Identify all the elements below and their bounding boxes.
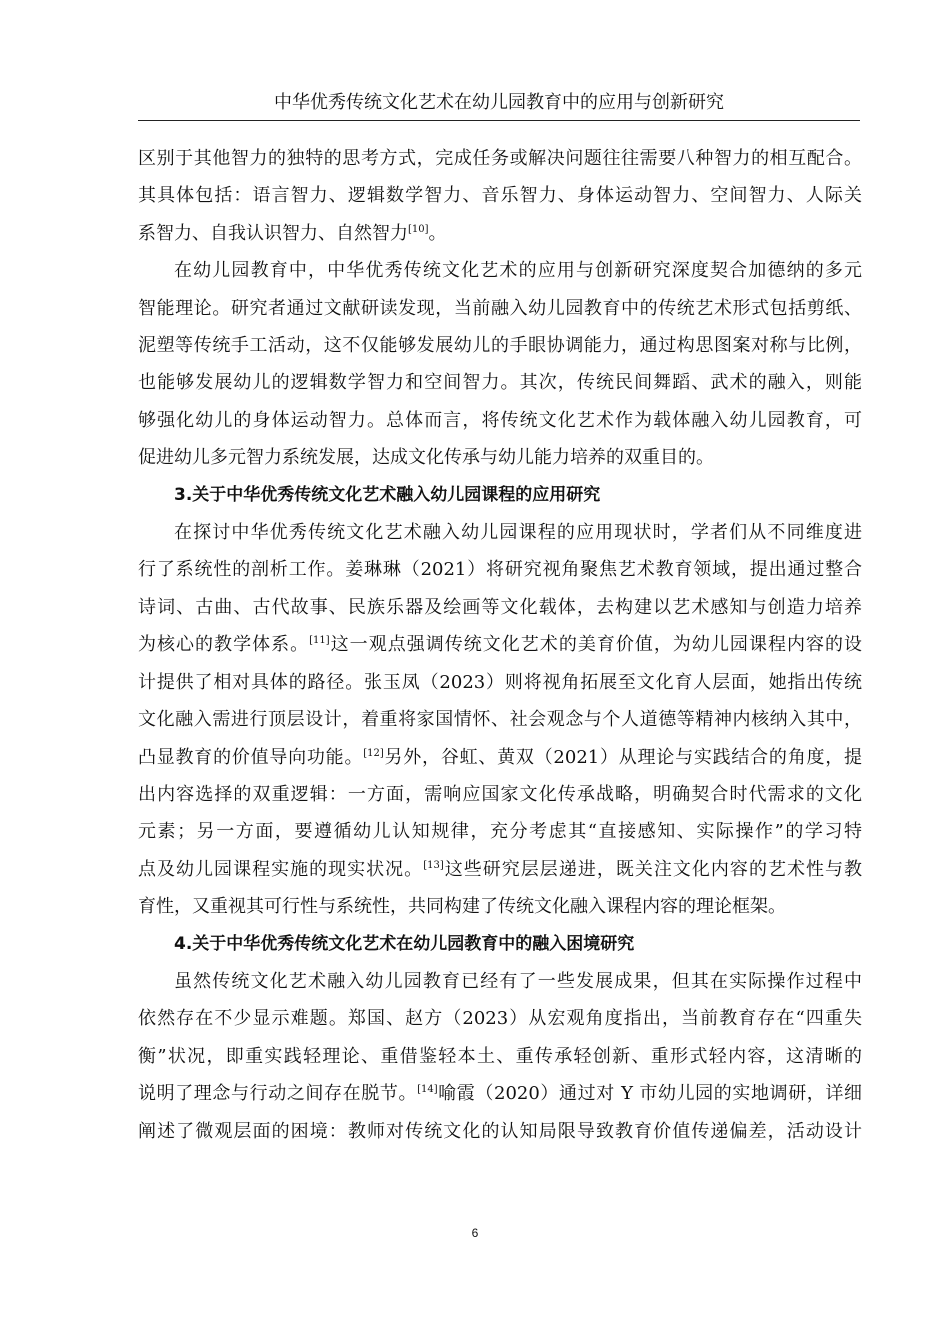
- citation-marker: [10]: [408, 223, 429, 235]
- text-fragment: 点及幼儿园课程实施的现实状况。: [138, 858, 424, 880]
- section-heading: 3.关于中华优秀传统文化艺术融入幼儿园课程的应用研究: [174, 484, 601, 505]
- body-text: [138, 140, 862, 1150]
- text-fragment: 凸显教育的价值导向功能。: [138, 746, 364, 768]
- text-line: 虽然传统文化艺术融入幼儿园教育已经有了一些发展成果，但其在实际操作过程中: [174, 970, 862, 992]
- text-line: [138, 1075, 862, 1112]
- text-line: 在探讨中华优秀传统文化艺术融入幼儿园课程的应用现状时，学者们从不同维度进: [174, 522, 862, 544]
- text-line: 计提供了相对具体的路径。张玉凤（2023）则将视角拓展至文化育人层面，她指出传统: [138, 671, 862, 693]
- text-line: 衡”状况，即重实践轻理论、重借鉴轻本土、重传承轻创新、重形式轻内容，这清晰的: [138, 1045, 862, 1067]
- text-line: 其具体包括：语言智力、逻辑数学智力、音乐智力、身体运动智力、空间智力、人际关: [138, 185, 862, 207]
- text-fragment: 说明了理念与行动之间存在脱节。: [138, 1083, 418, 1105]
- text-fragment: 。: [428, 222, 447, 244]
- citation-marker: [11]: [309, 635, 330, 647]
- text-line: 育性，又重视其可行性与系统性，共同构建了传统文化融入课程内容的理论框架。: [138, 896, 786, 918]
- text-line: 依然存在不少显示难题。郑国、赵方（2023）从宏观角度指出，当前教育存在“四重失: [138, 1008, 862, 1030]
- text-line: 阐述了微观层面的困境：教师对传统文化的认知局限导致教育价值传递偏差，活动设计: [138, 1120, 862, 1142]
- text-line: 智能理论。研究者通过文献研读发现，当前融入幼儿园教育中的传统艺术形式包括剪纸、: [138, 297, 862, 319]
- text-line: 出内容选择的双重逻辑：一方面，需响应国家文化传承战略，明确契合时代需求的文化: [138, 783, 862, 805]
- text-line: 够强化幼儿的身体运动智力。总体而言，将传统文化艺术作为载体融入幼儿园教育，可: [138, 409, 862, 431]
- text-fragment: 这一观点强调传统文化艺术的美育价值，为幼儿园课程内容的设: [329, 634, 862, 656]
- text-fragment: 喻霞（2020）通过对 Y 市幼儿园的实地调研，详细: [437, 1083, 862, 1105]
- text-line: 在幼儿园教育中，中华优秀传统文化艺术的应用与创新研究深度契合加德纳的多元: [174, 260, 862, 282]
- text-line: 泥塑等传统手工活动，这不仅能够发展幼儿的手眼协调能力，通过构思图案对称与比例，: [138, 335, 862, 357]
- text-line: 促进幼儿多元智力系统发展，达成文化传承与幼儿能力培养的双重目的。: [138, 447, 714, 469]
- text-line: 元素；另一方面，要遵循幼儿认知规律，充分考虑其“直接感知、实际操作”的学习特: [138, 821, 862, 843]
- citation-marker: [12]: [363, 747, 384, 759]
- text-fragment: 为核心的教学体系。: [138, 634, 310, 656]
- text-line: 文化融入需进行顶层设计，着重将家国情怀、社会观念与个人道德等精神内核纳入其中，: [138, 709, 862, 731]
- section-heading: 4.关于中华优秀传统文化艺术在幼儿园教育中的融入困境研究: [174, 933, 635, 954]
- citation-marker: [13]: [423, 859, 444, 871]
- text-fragment: 系智力、自我认识智力、自然智力: [138, 222, 408, 244]
- running-header: 中华优秀传统文化艺术在幼儿园教育中的应用与创新研究: [274, 92, 724, 113]
- text-fragment: 另外，谷虹、黄双（2021）从理论与实践结合的角度，提: [383, 746, 862, 768]
- citation-marker: [14]: [417, 1084, 438, 1096]
- text-line: [138, 626, 862, 663]
- text-line: 行了系统性的剖析工作。姜琳琳（2021）将研究视角聚焦艺术教育领域，提出通过整合: [138, 559, 862, 581]
- header-rule: [138, 120, 860, 121]
- text-line: [138, 851, 862, 888]
- text-line: [138, 215, 862, 252]
- text-line: 诗词、古曲、古代故事、民族乐器及绘画等文化载体，去构建以艺术感知与创造力培养: [138, 596, 862, 618]
- text-fragment: 这些研究层层递进，既关注文化内容的艺术性与教: [443, 858, 862, 880]
- text-line: [138, 739, 862, 776]
- text-line: 区别于其他智力的独特的思考方式，完成任务或解决问题往往需要八种智力的相互配合。: [138, 148, 862, 169]
- text-line: 也能够发展幼儿的逻辑数学智力和空间智力。其次，传统民间舞蹈、武术的融入，则能: [138, 372, 862, 394]
- page-number: 6: [471, 1226, 479, 1240]
